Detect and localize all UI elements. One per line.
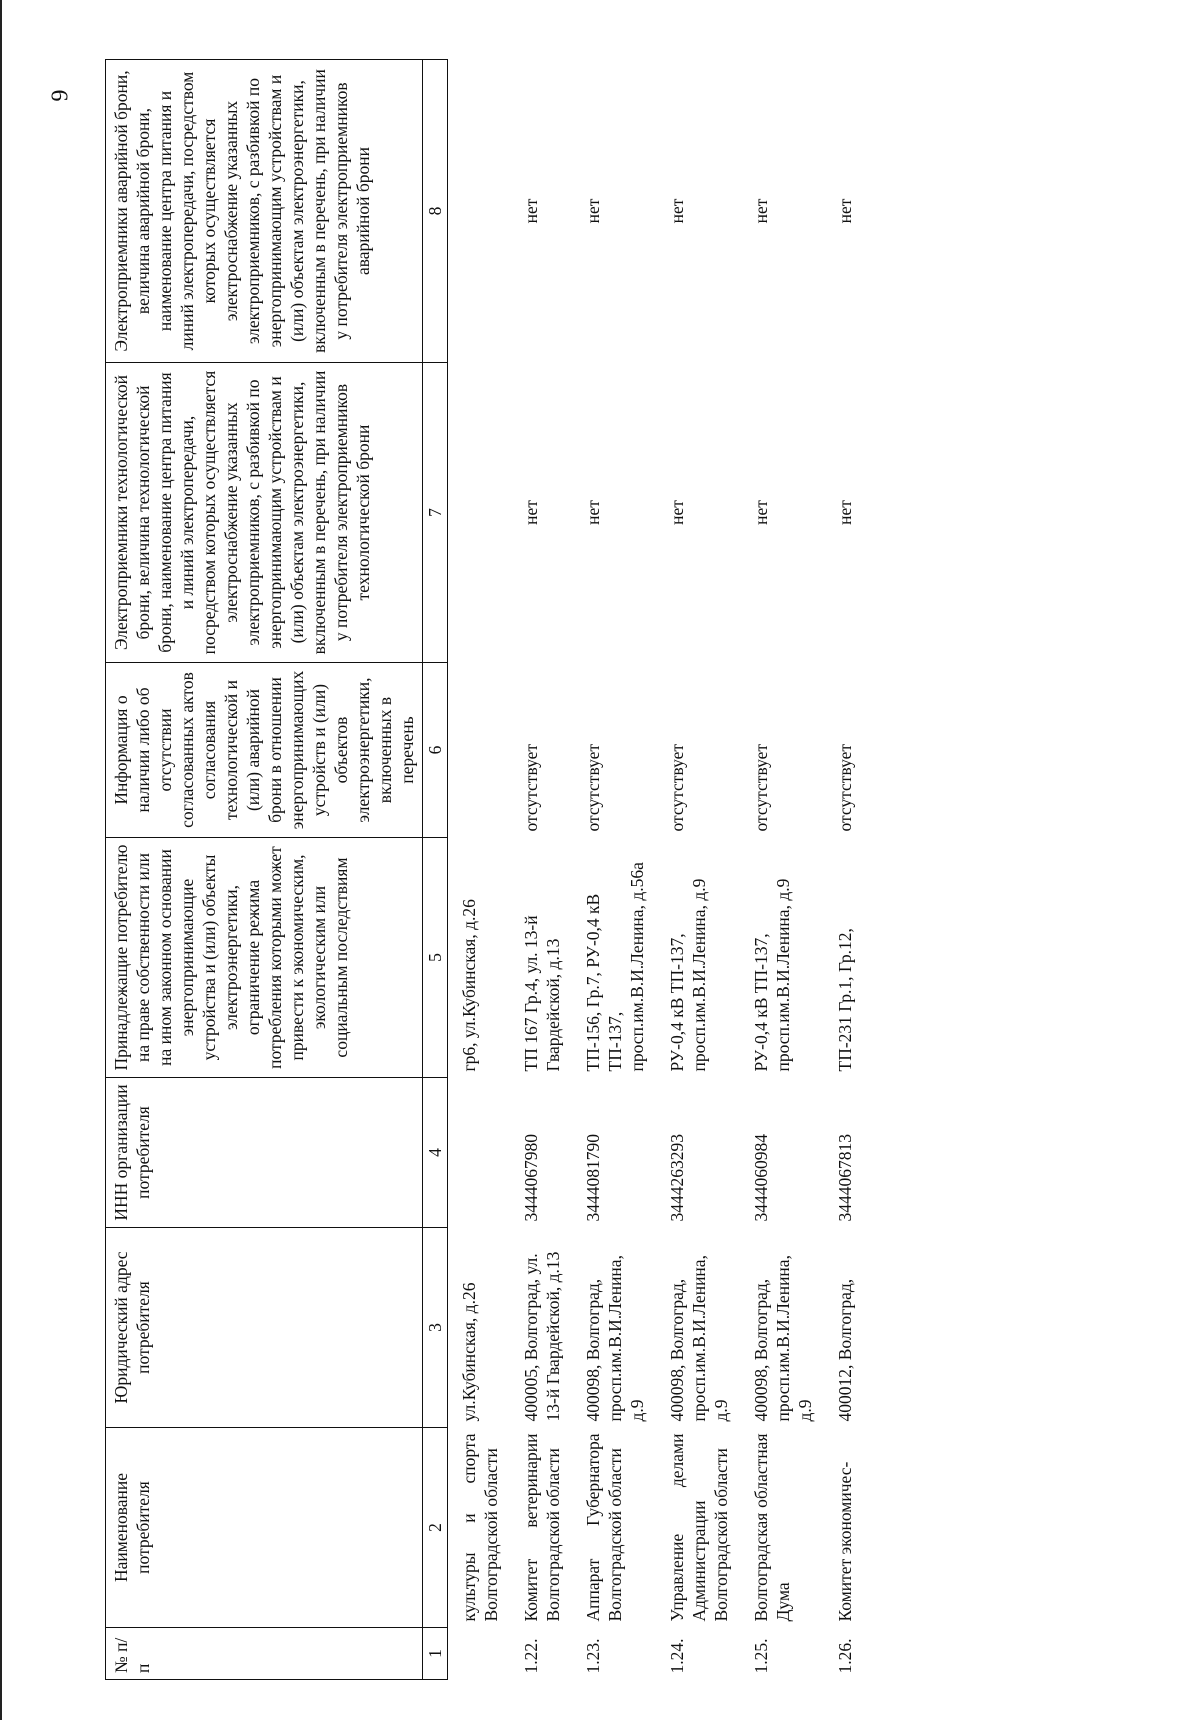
acts-info: отсутствует [751,743,771,832]
table-row [572,60,656,1680]
inn: 3444067813 [835,1134,855,1222]
devices: ТП-231 Гр.1, Гр.12, [835,928,855,1072]
devices: ТП 167 Гр.4, ул. 13-й Гвардейской, д.13 [521,915,563,1072]
legal-address: 400012, Волгоград, [835,1278,855,1422]
header-col-6: Информация о наличии либо об отсутствии согласованных актов согласования технологической и (или) аварийной брони в отношении энергопринимающих устройств и (или) объектов электроэнергетики, включенных в перечень [106,663,423,838]
devices: РУ-0,4 кВ ТП-137, просп.им.В.И.Ленина, д.9 [751,878,793,1072]
table-row [824,60,864,1680]
inn: 3444067980 [521,1134,541,1222]
emergency-reserve: нет [667,198,687,224]
header-col-7: Электроприемники технологической брони, величина технологической брони, наименование центра питания и линий электропередачи, посредством которых осуществляется электроснабжение указанных электроприемников, с разбивкой по энергопринимающим устройствам и (или) объектам электроэнергетики, включенным в перечень, при наличии у потребителя электроприемников технологической брони [106,363,423,663]
header-col-3: Юридический адрес потребителя [106,1228,423,1428]
legal-address: 400098, Волгоград, просп.им.В.И.Ленина, д.9 [667,1255,731,1422]
inn: 3444060984 [751,1134,771,1222]
emergency-reserve: нет [751,198,771,224]
scan-edge [0,0,2,1720]
row-number: 1.24. [667,1638,687,1674]
row-number: 1.25. [751,1638,771,1674]
tech-reserve: нет [521,500,541,525]
header-col-5: Принадлежащие потребителю на праве собственности или на ином законном основании энергопринимающие устройства и (или) объекты электроэнергетики, ограничение режима потребления которыми может привести к экономическим, экологическим или социальным последствиям [106,838,423,1078]
header-col-8: Электроприемники аварийной брони, величина аварийной брони, наименование центра питания и линий электропередачи, посредством которых осуществляется электроснабжение указанных электроприемников, с разбивкой по энергопринимающим устройствам и (или) объектам электроэнергетики, включенным в перечень, при наличии у потребителя электроприемников аварийной брони [106,60,423,363]
legal-address: ул.Кубинская, д.26 [459,1282,479,1422]
devices: РУ-0,4 кВ ТП-137, просп.им.В.И.Ленина, д.9 [667,878,709,1072]
emergency-reserve: нет [521,198,541,224]
header-col-4: ИНН организации потребителя [106,1078,423,1228]
consumer-name: культуры и спорта Волгоградской области [459,1433,501,1622]
column-number: 7 [423,363,448,663]
tech-reserve: нет [583,500,603,525]
table-row [448,60,511,1680]
column-number: 3 [423,1228,448,1428]
tech-reserve [448,363,511,663]
page-number: 6 [45,89,72,102]
column-number: 2 [423,1428,448,1628]
emergency-reserve [448,60,511,363]
legal-address: 400098, Волгоград, просп.им.В.И.Ленина, д.9 [583,1255,647,1422]
column-number: 5 [423,838,448,1078]
header-row [106,60,423,1680]
column-number: 8 [423,60,448,363]
row-number: 1.26. [835,1638,855,1674]
tech-reserve: нет [835,500,855,525]
acts-info: отсутствует [667,743,687,832]
acts-info: отсутствует [521,743,541,832]
consumer-name: Аппарат Губернатора Волгоградской области [583,1433,625,1622]
column-number: 6 [423,663,448,838]
devices: ТП-156, Гр.7, РУ-0,4 кВ ТП-137, просп.им.В.И.Ленина, д.56а [583,862,647,1072]
devices: гр6, ул.Кубинская, д.26 [459,899,479,1072]
table-row [510,60,572,1680]
rotated-page [105,60,1165,1680]
table-row [656,60,740,1680]
legal-address: 400098, Волгоград, просп.им.В.И.Ленина, д.9 [751,1255,815,1422]
header-col-1: № п/п [106,1628,423,1680]
table-row [740,60,824,1680]
row-number [448,1628,511,1680]
tech-reserve: нет [751,500,771,525]
row-number: 1.23. [583,1638,603,1674]
acts-info [448,663,511,838]
inn [448,1078,511,1228]
column-number-row [423,60,448,1680]
consumer-name: Управление делами Администрации Волгоградской области [667,1433,731,1622]
legal-address: 400005, Волгоград, ул. 13-й Гвардейской, д.13 [521,1251,563,1422]
consumer-name: Комитет ветеринарии Волгоградской области [521,1433,563,1622]
header-col-2: Наименование потребителя [106,1428,423,1628]
row-number: 1.22. [521,1638,541,1674]
column-number: 4 [423,1078,448,1228]
consumer-name: Волгоградская областная Дума [751,1433,793,1622]
inn: 3444263293 [667,1134,687,1222]
acts-info: отсутствует [835,743,855,832]
emergency-reserve: нет [583,198,603,224]
consumer-table [105,59,864,1680]
acts-info: отсутствует [583,743,603,832]
inn: 3444081790 [583,1134,603,1222]
tech-reserve: нет [667,500,687,525]
consumer-name: Комитет экономичес- [835,1461,855,1622]
column-number: 1 [423,1628,448,1680]
emergency-reserve: нет [835,198,855,224]
